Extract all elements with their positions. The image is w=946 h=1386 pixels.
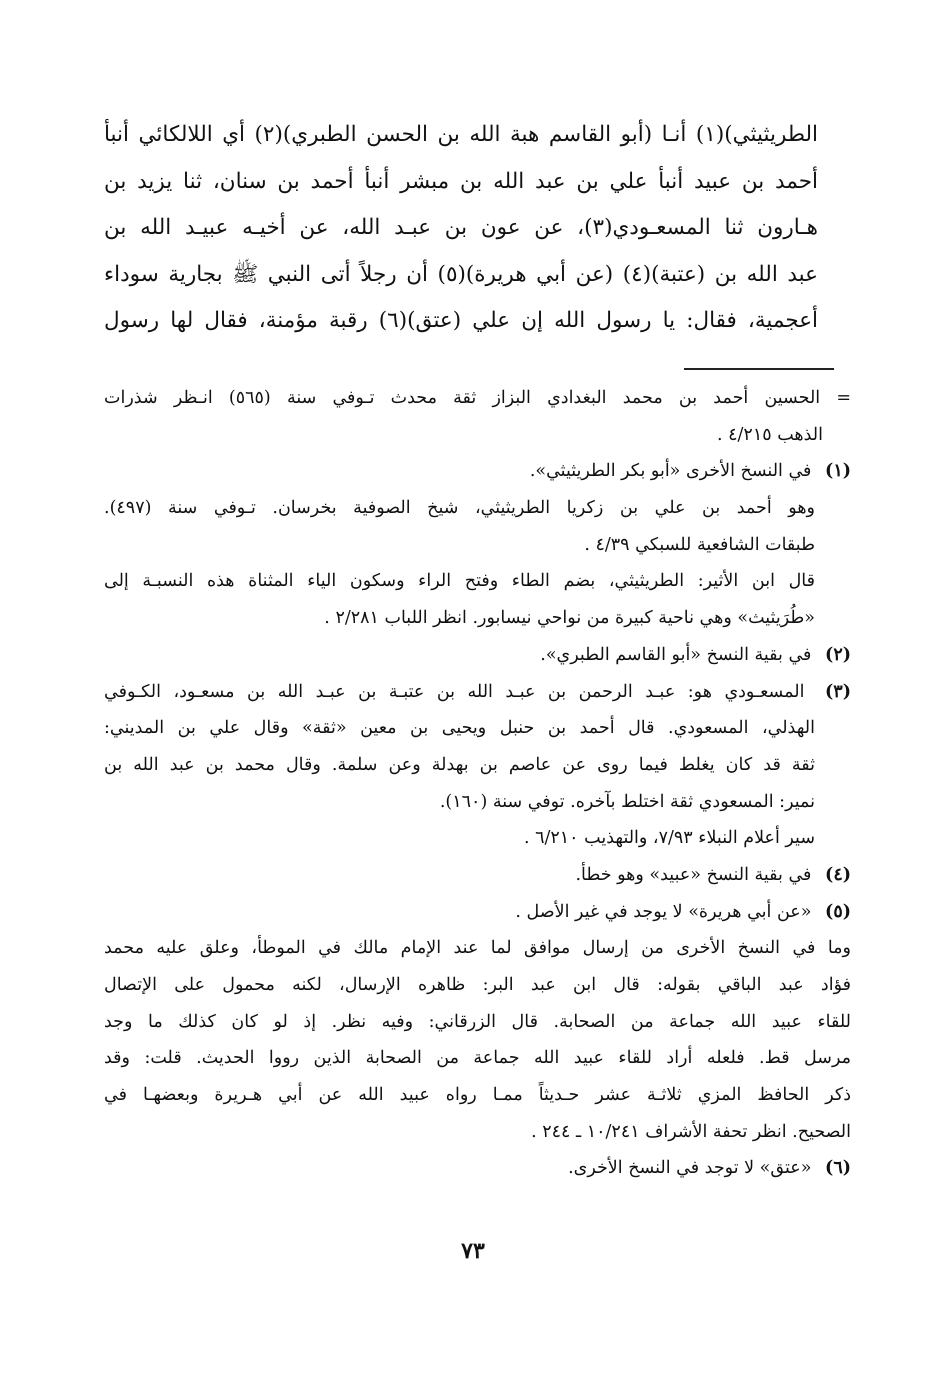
footnote-6 [104,1150,851,1187]
footnote-text: «عن أبي هريرة» لا يوجد في غير الأصل . [515,901,812,922]
footnote-2 [104,637,851,674]
footnote-text: المسعـودي هو: عبـد الرحمن بن عبـد الله بن عتبـة بن عبـد الله بن مسعـود، الكـوفي [104,681,805,702]
footnote-text-line: مرسل قط. فلعله أراد للقاء عبيد الله جماعة من الصحابة الذين رووا الحديث. قلت: وقد [104,1048,851,1069]
footnote-text-line: سير أعلام النبلاء ٧/٩٣، والتهذيب ٦/٢١٠ . [523,828,815,849]
main-text-line: عبد الله بن (عتبة)(٤) (عن أبي هريرة)(٥) أن رجلاً أتى النبي ﷺ بجارية سوداء [104,261,818,287]
footnote-text: في النسخ الأخرى «أبو بكر الطريثيثي». [529,461,812,482]
footnote-continuation-line: = الحسين أحمد بن محمد البغدادي البزاز ثقة محدث تـوفي سنة (٥٦٥) انـظر شذرات [104,388,851,408]
footnote-3 [104,674,851,711]
main-text-block [104,112,818,345]
footnote-number: (١) [825,461,851,482]
footnote-number: (٢) [825,644,851,665]
footnote-text-line: وما في النسخ الأخرى من إرسال موافق لما عند الإمام مالك في الموطأ، وعلق عليه محمد [104,938,851,959]
main-text-line: أحمد بن عبيد أنبأ علي بن عبد الله بن مبشر أنبأ أحمد بن سنان، ثنا يزيد بن [104,168,818,194]
footnote-number: (٦) [825,1158,851,1179]
footnote-text: «عتق» لا توجد في النسخ الأخرى. [568,1158,812,1179]
footnote-1 [104,453,851,490]
footnote-text: في بقية النسخ «عبيد» وهو خطأ. [575,864,812,885]
footnote-continuation-line: الذهب ٤/٢١٥ . [717,424,823,445]
footnote-text-line: الصحيح. انظر تحفة الأشراف ١٠/٢٤١ ـ ٢٤٤ . [531,1121,851,1142]
footnote-number: (٥) [825,901,851,922]
footnote-text-line: فؤاد عبد الباقي بقوله: قال ابن عبد البر: ظاهره الإرسال، لكنه محمول على الإتصال [104,975,851,995]
footnote-text: في بقية النسخ «أبو القاسم الطبري». [540,644,812,665]
main-text-line: الطريثيثي)(١) أنـا (أبو القاسم هبة الله بن الحسن الطبري)(٢) أي اللالكائي أنبأ [104,122,818,147]
footnote-5 [104,894,851,931]
footnote-number: (٤) [825,864,851,885]
footnote-text-line: للقاء عبيد الله جماعة من الصحابة. قال الزرقاني: وفيه نظر. إذ لو كان كذلك ما وجد [104,1011,851,1032]
footnote-separator [684,368,834,370]
footnote-text-line: ثقة قد كان يغلط فيما روى عن عاصم بن بهدلة وعن سلمة. وقال محمد بن عبد الله بن [104,754,815,775]
main-text-line: هـارون ثنا المسعـودي(٣)، عن عون بن عبـد الله، عن أخيـه عبيـد الله بن [104,215,818,240]
footnote-text-line: الهذلي، المسعودي. قال أحمد بن حنبل ويحيى بن معين «ثقة» وقال علي بن المديني: [104,718,815,739]
footnote-text-line: قال ابن الأثير: الطريثيثي، بضم الطاء وفتح الراء وسكون الياء المثناة هذه النسبـة إلى [104,571,815,592]
footnote-text-line: ذكر الحافظ المزي ثلاثـة عشر حـديثاً ممـا رواه عبيد الله عن أبي هـريرة وبعضهـا في [104,1085,851,1106]
footnote-text-line: «طُرَيثيث» وهي ناحية كبيرة من نواحي نيسابور. انظر اللباب ٢/٢٨١ . [324,608,815,629]
footnote-text-line: نمير: المسعودي ثقة اختلط بآخره. توفي سنة (١٦٠). [439,791,815,812]
main-text-line: أعجمية، فقال: يا رسول الله إن علي (عتق)(٦) رقبة مؤمنة، فقال لها رسول [104,308,818,333]
footnote-text-line: طبقات الشافعية للسبكي ٤/٣٩ . [584,534,815,555]
footnote-text-line: وهو أحمد بن علي بن زكريا الطريثيثي، شيخ الصوفية بخرسان. تـوفي سنة (٤٩٧). [104,498,815,519]
footnote-number: (٣) [825,681,851,702]
page-number: ٧٣ [461,1238,485,1264]
footnotes-block [104,380,851,1187]
footnote-4 [104,857,851,894]
